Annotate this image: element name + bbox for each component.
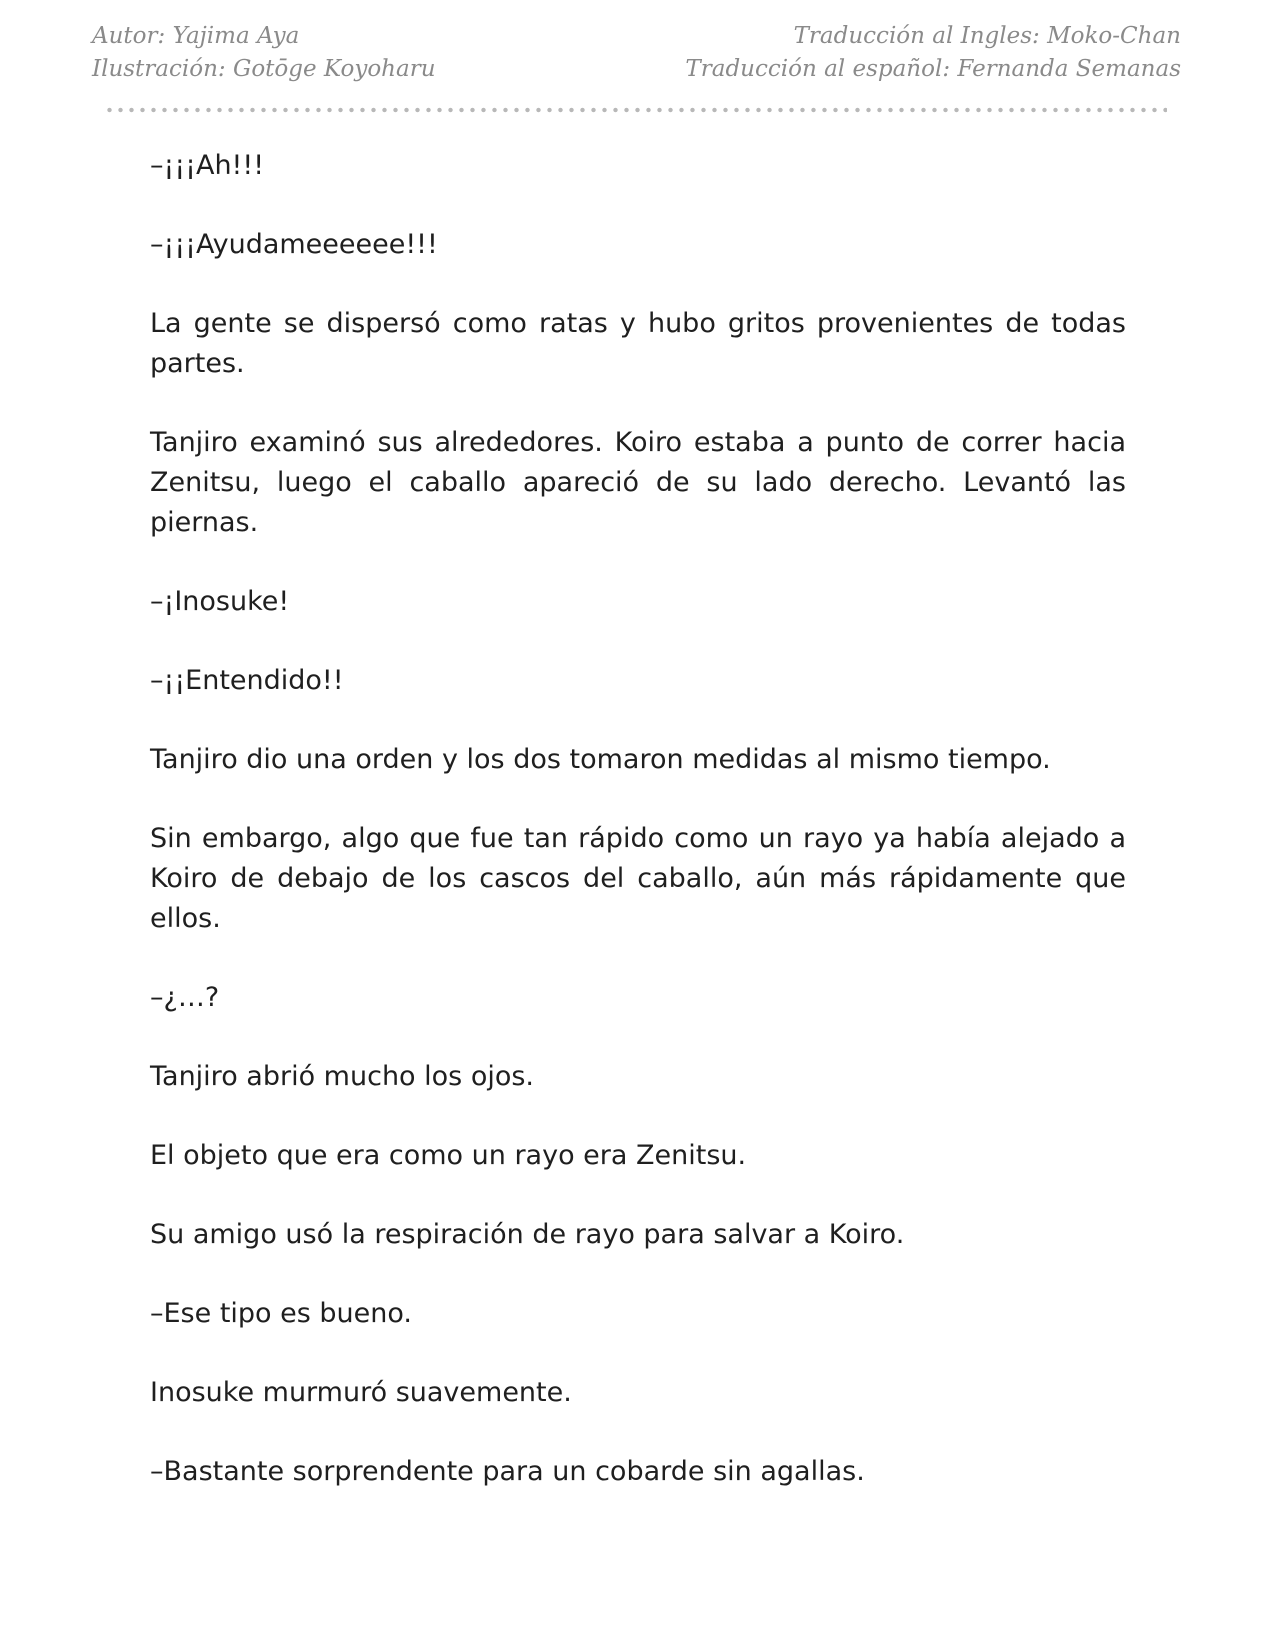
paragraph: –¡¡¡Ayudameeeeee!!! (150, 229, 438, 260)
paragraph: Tanjiro abrió mucho los ojos. (150, 1061, 535, 1092)
story-text (150, 146, 1126, 1531)
paragraph: –¡¡Entendido!! (150, 665, 344, 696)
author-credit: Autor: Yajima Aya (92, 23, 300, 49)
paragraph: Su amigo usó la respiración de rayo para salvar a Koiro. (150, 1219, 905, 1250)
paragraph: –Bastante sorprendente para un cobarde sin agallas. (150, 1456, 865, 1487)
dotted-divider (104, 107, 1167, 113)
paragraph: Tanjiro dio una orden y los dos tomaron medidas al mismo tiempo. (150, 744, 1051, 775)
paragraph: Sin embargo, algo que fue tan rápido como un rayo ya había alejado a Koiro de debajo de los cascos del caballo, aún más rápidamente que ellos. (150, 823, 1126, 934)
paragraph: –Ese tipo es bueno. (150, 1298, 413, 1329)
spanish-translation-credit: Traducción al español: Fernanda Semanas (685, 56, 1181, 82)
paragraph: Inosuke murmuró suavemente. (150, 1377, 572, 1408)
paragraph: Tanjiro examinó sus alrededores. Koiro estaba a punto de correr hacia Zenitsu, luego el caballo apareció de su lado derecho. Levantó las piernas. (150, 427, 1126, 538)
paragraph: –¡Inosuke! (150, 586, 290, 617)
paragraph: –¿…? (150, 982, 220, 1013)
header-credits-left (92, 20, 436, 86)
illustration-credit: Ilustración: Gotōge Koyoharu (92, 56, 436, 82)
page-header (92, 20, 1181, 90)
paragraph: El objeto que era como un rayo era Zenitsu. (150, 1140, 747, 1171)
paragraph: La gente se dispersó como ratas y hubo gritos provenientes de todas partes. (150, 308, 1126, 379)
paragraph: –¡¡¡Ah!!! (150, 150, 265, 181)
header-credits-right (685, 20, 1181, 86)
english-translation-credit: Traducción al Ingles: Moko-Chan (793, 23, 1181, 49)
